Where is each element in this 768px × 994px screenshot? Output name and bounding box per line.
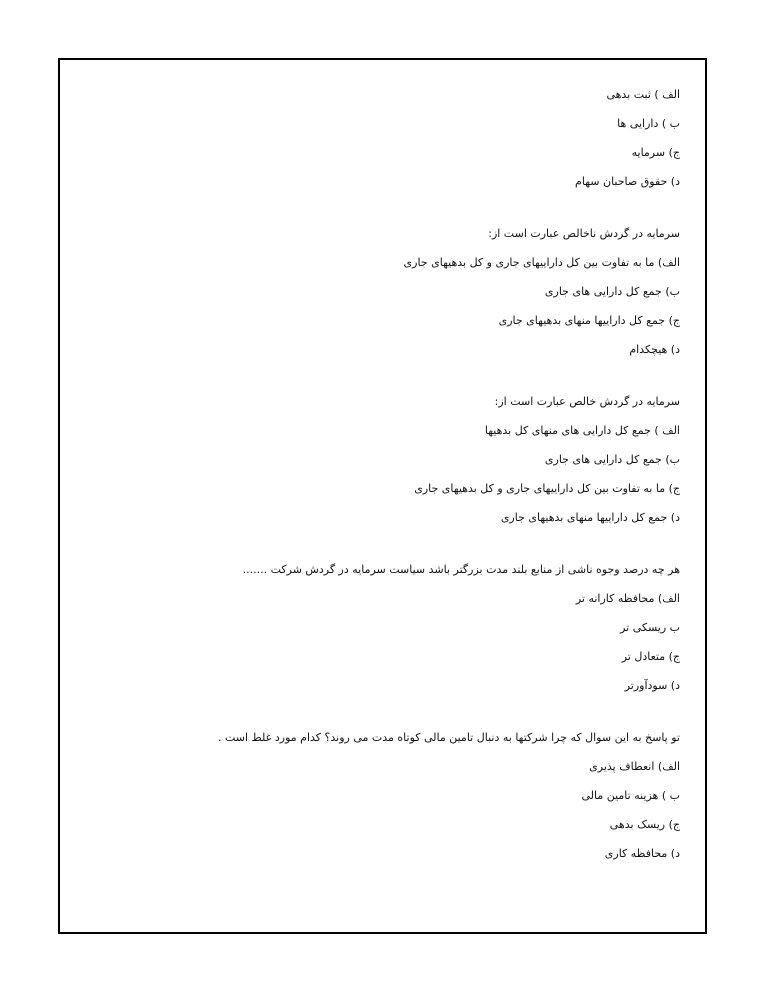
option-b: ب ریسکی تر xyxy=(620,621,680,634)
question-block-1 xyxy=(60,227,680,372)
option-b: ب) جمع کل دارایی های جاری xyxy=(544,453,680,466)
option-a: الف ) جمع کل دارایی های منهای کل بدهیها xyxy=(484,424,680,437)
question-text: هر چه درصد وجوه ناشی از منابع بلند مدت بزرگتر باشد سیاست سرمایه در گردش شرکت ....... xyxy=(242,563,680,576)
option-c: ج) ریسک بدهی xyxy=(609,818,680,831)
option-d: د) سودآورتر xyxy=(624,679,680,692)
option-a: الف) ما به تفاوت بین کل داراییهای جاری و کل بدهیهای جاری xyxy=(403,256,680,269)
question-block-4 xyxy=(60,731,680,876)
option-d: د) حقوق صاحبان سهام xyxy=(575,175,680,188)
option-b: ب) جمع کل دارایی های جاری xyxy=(544,285,680,298)
option-a: الف ) ثبت بدهی xyxy=(606,88,680,101)
question-text: سرمایه در گردش ناخالص عبارت است از: xyxy=(488,227,680,240)
option-d: د) محافظه کاری xyxy=(604,847,680,860)
option-b: ب ) دارایی ها xyxy=(617,117,680,130)
question-block-3 xyxy=(60,563,680,708)
option-c: ج) سرمایه xyxy=(631,146,680,159)
question-text: تو پاسخ به این سوال که چرا شرکتها به دنبال تامین مالی کوتاه مدت می روند؟ کدام مورد غلط است . xyxy=(217,731,680,744)
option-c: ج) ما به تفاوت بین کل داراییهای جاری و کل بدهیهای جاری xyxy=(414,482,680,495)
option-d: د) هیچکدام xyxy=(629,343,680,356)
question-block-0 xyxy=(60,88,680,204)
option-b: ب ) هزینه تامین مالی xyxy=(581,789,680,802)
option-a: الف) محافظه کارانه تر xyxy=(575,592,680,605)
question-block-2 xyxy=(60,395,680,540)
option-d: د) جمع کل داراییها منهای بدهیهای جاری xyxy=(500,511,680,524)
question-text: سرمایه در گردش خالص عبارت است از: xyxy=(494,395,680,408)
option-c: ج) جمع کل داراییها منهای بدهیهای جاری xyxy=(498,314,680,327)
option-a: الف) انعطاف پذیری xyxy=(589,760,680,773)
document-content xyxy=(60,88,680,876)
option-c: ج) متعادل تر xyxy=(621,650,680,663)
